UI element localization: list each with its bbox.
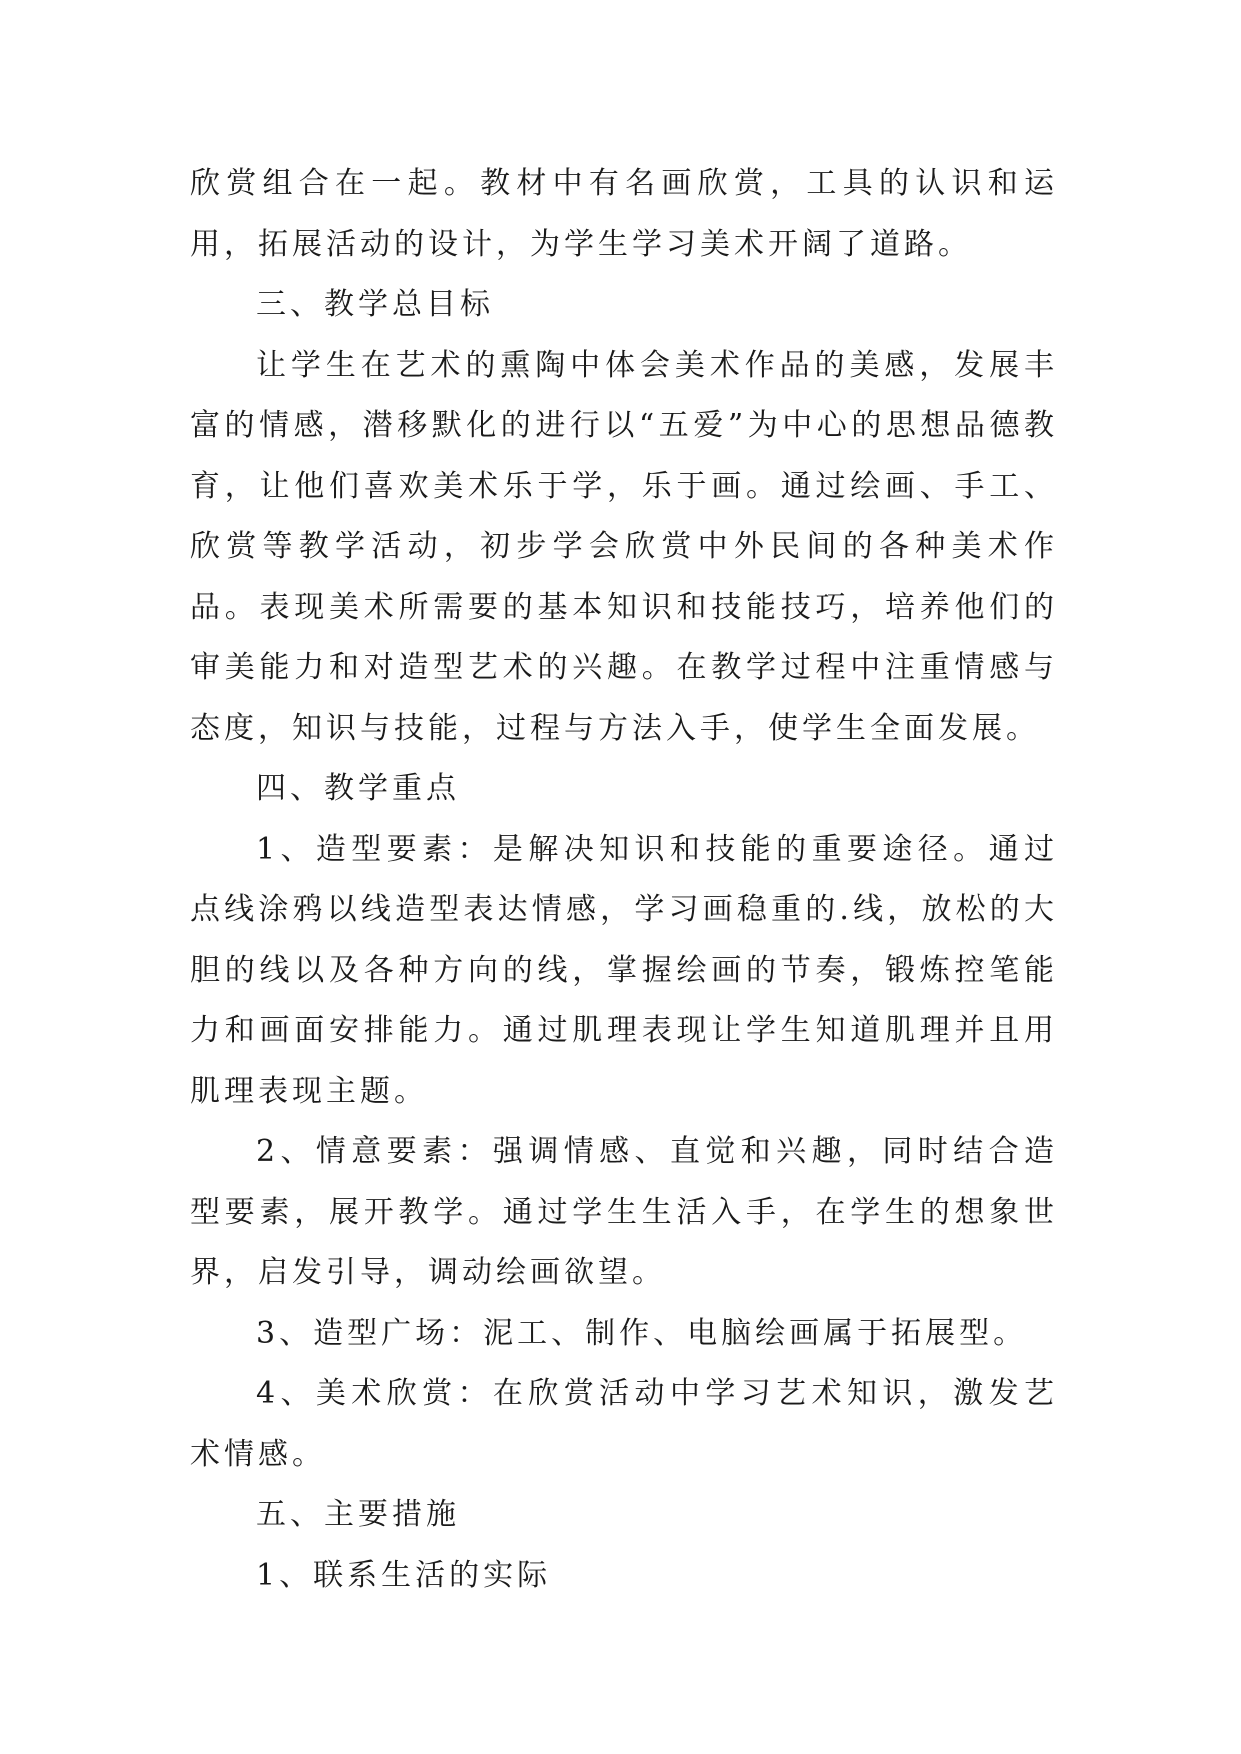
document-body	[190, 154, 1058, 1606]
section-heading-five: 五、主要措施	[256, 1497, 460, 1532]
paragraph-measure-1: 1、联系生活的实际	[256, 1557, 552, 1593]
paragraph-key-point-2: 2、情意要素：强调情感、直觉和兴趣，同时结合造型要素，展开教学。通过学生生活入手，在学生的想象世界，启发引导，调动绘画欲望。	[190, 1134, 1058, 1290]
paragraph-key-point-1: 1、造型要素：是解决知识和技能的重要途径。通过点线涂鸦以线造型表达情感，学习画稳重的.线，放松的大胆的线以及各种方向的线，掌握绘画的节奏，锻炼控笔能力和画面安排能力。通过肌理表现让学生知道肌理并且用肌理表现主题。	[190, 831, 1058, 1109]
paragraph-key-point-4: 4、美术欣赏：在欣赏活动中学习艺术知识，激发艺术情感。	[190, 1376, 1058, 1472]
paragraph-key-point-3: 3、造型广场：泥工、制作、电脑绘画属于拓展型。	[256, 1315, 1028, 1351]
paragraph-continued: 欣赏组合在一起。教材中有名画欣赏，工具的认识和运用，拓展活动的设计，为学生学习美术开阔了道路。	[190, 166, 1058, 262]
section-heading-three: 三、教学总目标	[256, 287, 494, 322]
section-heading-four: 四、教学重点	[256, 771, 460, 806]
paragraph-teaching-goal: 让学生在艺术的熏陶中体会美术作品的美感，发展丰富的情感，潜移默化的进行以“五爱”为中心的思想品德教育，让他们喜欢美术乐于学，乐于画。通过绘画、手工、欣赏等教学活动，初步学会欣赏中外民间的各种美术作品。表现美术所需要的基本知识和技能技巧，培养他们的审美能力和对造型艺术的兴趣。在教学过程中注重情感与态度，知识与技能，过程与方法入手，使学生全面发展。	[190, 347, 1058, 746]
